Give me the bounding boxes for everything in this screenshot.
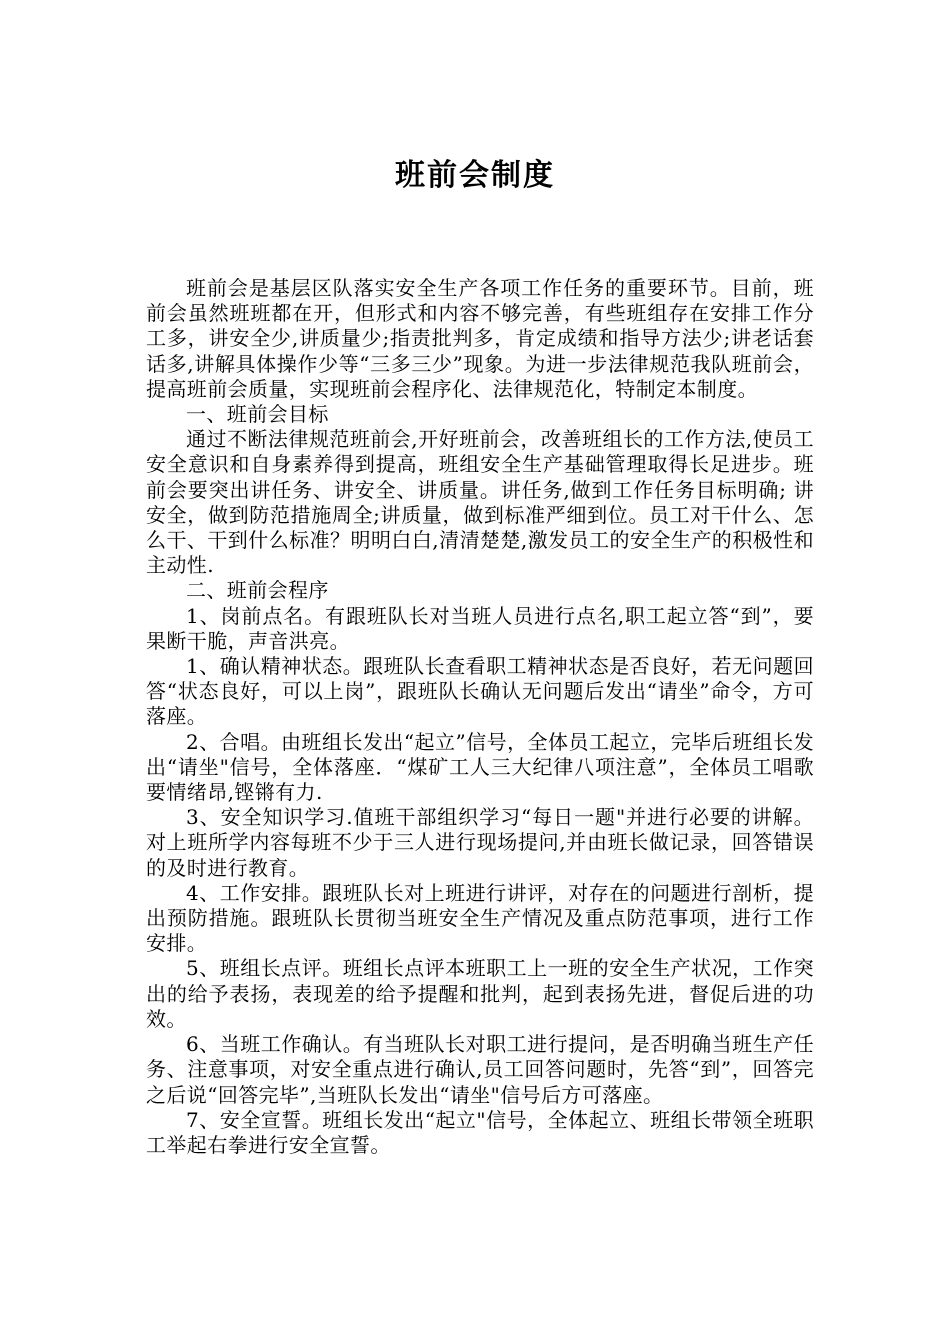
document-body: [146, 276, 814, 1158]
document-title: 班前会制度: [395, 158, 555, 193]
procedure-item-chorus: 2、合唱。由班组长发出“起立”信号，全体员工起立，完毕后班组长发出“请坐"信号，全体落座．“煤矿工人三大纪律八项注意”，全体员工唱歌要情绪昂,铿锵有力.: [146, 729, 814, 805]
paragraph-goals: 通过不断法律规范班前会,开好班前会，改善班组长的工作方法,使员工安全意识和自身素养得到提高，班组安全生产基础管理取得长足进步。班前会要突出讲任务、讲安全、讲质量。讲任务,做到工作任务目标明确; 讲安全，做到防范措施周全;讲质量，做到标准严细到位。员工对干什么、怎么干、干到什么标准？明明白白,清清楚楚,激发员工的安全生产的积极性和主动性.: [146, 427, 814, 578]
section-heading-goals: 一、班前会目标: [186, 402, 329, 427]
procedure-item-team-review: 5、班组长点评。班组长点评本班职工上一班的安全生产状况，工作突出的给予表扬，表现差的给予提醒和批判，起到表扬先进，督促后进的功效。: [146, 956, 814, 1031]
section-heading-procedure: 二、班前会程序: [186, 578, 329, 603]
procedure-item-safety-study: 3、安全知识学习.值班干部组织学习“每日一题"并进行必要的讲解。对上班所学内容每班不少于三人进行现场提问,并由班长做记录，回答错误的及时进行教育。: [146, 805, 814, 880]
procedure-item-roll-call: 1、岗前点名。有跟班队长对当班人员进行点名,职工起立答“到”，要果断干脆，声音洪亮。: [146, 603, 814, 653]
paragraph-intro: 班前会是基层区队落实安全生产各项工作任务的重要环节。目前，班前会虽然班班都在开，但形式和内容不够完善，有些班组存在安排工作分工多，讲安全少,讲质量少;指责批判多，肯定成绩和指导方法少;讲老话套话多,讲解具体操作少等“三多三少”现象。为进一步法律规范我队班前会，提高班前会质量，实现班前会程序化、法律规范化，特制定本制度。: [146, 276, 814, 401]
procedure-item-work-arrangement: 4、工作安排。跟班队长对上班进行讲评，对存在的问题进行剖析，提出预防措施。跟班队长贯彻当班安全生产情况及重点防范事项，进行工作安排。: [146, 880, 814, 956]
procedure-item-safety-oath: 7、安全宣誓。班组长发出“起立"信号，全体起立、班组长带领全班职工举起右拳进行安全宣誓。: [146, 1107, 814, 1157]
procedure-item-work-confirmation: 6、当班工作确认。有当班队长对职工进行提问，是否明确当班生产任务、注意事项，对安全重点进行确认,员工回答问题时，先答“到”，回答完之后说“回答完毕”,当班队长发出“请坐"信号后方可落座。: [146, 1032, 814, 1107]
procedure-item-mental-state: 1、确认精神状态。跟班队长查看职工精神状态是否良好，若无问题回答“状态良好，可以上岗”，跟班队长确认无问题后发出“请坐”命令，方可落座。: [146, 654, 814, 729]
